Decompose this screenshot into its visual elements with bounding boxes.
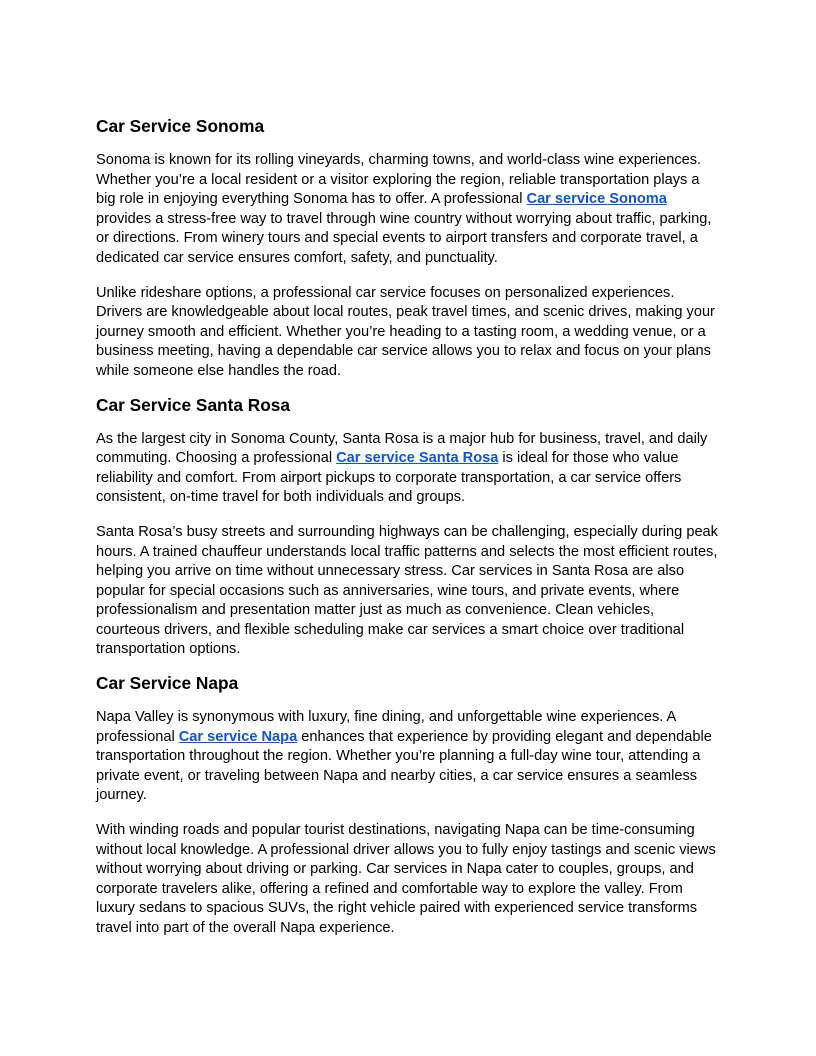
link-car-service-napa[interactable]: Car service Napa: [178, 728, 298, 745]
document-page: [96, 114, 720, 939]
paragraph-sonoma-details: Unlike rideshare options, a professional car service focuses on personalized experiences. Drivers are knowledgeable about local routes, peak travel times, and scenic drives, making your journey smooth and efficient. Whether you’re heading to a tasting room, a wedding venue, or a business meeting, having a dependable car service allows you to relax and focus on your plans while someone else handles the road.: [96, 284, 715, 379]
link-car-service-santa-rosa[interactable]: Car service Santa Rosa: [336, 450, 499, 467]
paragraph-text: provides a stress-free way to travel through wine country without worrying about traffic, parking, or directions. From winery tours and special events to airport transfers and corporate travel, a dedicated car service ensures comfort, safety, and punctuality.: [96, 210, 712, 266]
paragraph-santa-rosa-details: Santa Rosa’s busy streets and surrounding highways can be challenging, especially during peak hours. A trained chauffeur understands local traffic patterns and selects the most efficient routes, helping you arrive on time without unnecessary stress. Car services in Santa Rosa are also popular for special occasions such as anniversaries, wine tours, and private events, where professionalism and presentation matter just as much as convenience. Clean vehicles, courteous drivers, and flexible scheduling make car services a smart choice over traditional transportation options.: [96, 523, 718, 658]
paragraph-text: enhances that experience by providing elegant and dependable transportation throughout the region. Whether you’re planning a full-day wine tour, attending a private event, or traveling between Napa and nearby cities, a car service ensures a seamless journey.: [96, 728, 712, 804]
paragraph-text: is ideal for those who value reliability and comfort. From airport pickups to corporate transportation, a car service offers consistent, on-time travel for both individuals and groups.: [96, 450, 682, 506]
paragraph-napa-intro: [96, 708, 720, 806]
paragraph-text: Napa Valley is synonymous with luxury, fine dining, and unforgettable wine experiences. A professional: [96, 709, 676, 745]
link-car-service-sonoma[interactable]: Car service Sonoma: [526, 191, 667, 208]
section-heading-santa-rosa: Car Service Santa Rosa: [96, 394, 291, 415]
section-heading-sonoma: Car Service Sonoma: [96, 116, 265, 136]
paragraph-sonoma-intro: [96, 151, 720, 269]
paragraph-santa-rosa-intro: [96, 430, 720, 508]
paragraph-text: As the largest city in Sonoma County, Santa Rosa is a major hub for business, travel, and daily commuting. Choosing a professional: [96, 430, 708, 467]
paragraph-text: Sonoma is known for its rolling vineyards, charming towns, and world-class wine experiences. Whether you’re a local resident or a visitor exploring the region, reliable transportation plays a big role in enjoying everything Sonoma has to offer. A professional: [96, 152, 702, 208]
paragraph-napa-details: With winding roads and popular tourist destinations, navigating Napa can be time-consuming without local knowledge. A professional driver allows you to fully enjoy tastings and scenic views without worrying about driving or parking. Car services in Napa cater to couples, groups, and corporate travelers alike, offering a refined and comfortable way to explore the valley. From luxury sedans to spacious SUVs, the right vehicle paired with experienced service transforms travel into part of the overall Napa experience.: [96, 822, 716, 936]
section-heading-napa: Car Service Napa: [96, 673, 239, 694]
